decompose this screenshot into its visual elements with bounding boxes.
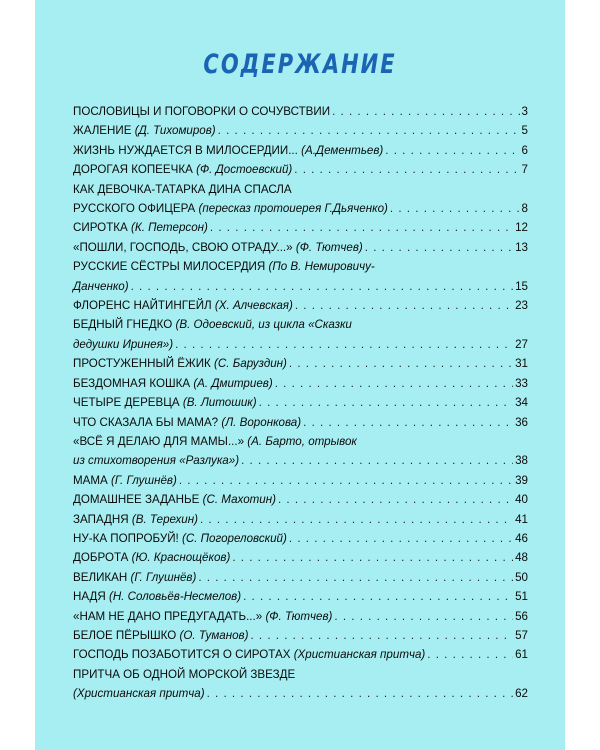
toc-entry-row	[73, 645, 528, 664]
toc-entry-title: РУССКОГО ОФИЦЕРА	[73, 202, 196, 216]
toc-entry	[73, 607, 528, 626]
toc-entry-page-number: 39	[515, 473, 528, 487]
dot-leader	[332, 102, 519, 121]
toc-entry-page-number: 38	[515, 454, 528, 468]
toc-entry	[73, 180, 528, 219]
toc-entry-title: БЕЛОЕ ПЁРЫШКО	[73, 628, 177, 642]
toc-entry	[73, 257, 528, 296]
toc-entry	[73, 354, 528, 373]
toc-entry-title-line1: ПРИТЧА ОБ ОДНОЙ МОРСКОЙ ЗВЕЗДЕ	[73, 667, 296, 681]
dot-leader	[385, 141, 519, 160]
toc-entry-row	[73, 374, 528, 393]
toc-entry	[73, 548, 528, 567]
toc-entry-page-number: 51	[515, 590, 528, 604]
toc-entry-title: НУ-КА ПОПРОБУЙ!	[73, 531, 179, 545]
toc-entry-title: МАМА	[73, 473, 108, 487]
toc-entry-line1	[73, 432, 528, 451]
toc-entry	[73, 432, 528, 471]
toc-entry-author: (По В. Немировичу-	[268, 260, 375, 274]
toc-entry-page-number: 23	[515, 299, 528, 313]
toc-entry	[73, 393, 528, 412]
table-of-contents	[73, 102, 528, 704]
toc-entry-title: ЖАЛЕНИЕ	[73, 124, 132, 138]
toc-entry-title: ДОМАШНЕЕ ЗАДАНЬЕ	[73, 493, 200, 507]
toc-entry-page-number: 31	[515, 357, 528, 371]
toc-entry-row	[73, 529, 528, 548]
toc-entry-page-number: 33	[515, 376, 528, 390]
toc-entry-row	[73, 102, 528, 121]
toc-entry-author: (Г. Глушнёв)	[130, 570, 197, 584]
toc-entry-author: (В. Одоевский, из цикла «Сказки	[175, 318, 352, 332]
toc-entry-author: (Ф. Достоевский)	[196, 163, 293, 177]
toc-entry-title: НАДЯ	[73, 590, 106, 604]
toc-entry-row	[73, 296, 528, 315]
toc-entry	[73, 665, 528, 704]
toc-entry-author: (О. Туманов)	[179, 628, 249, 642]
dot-leader	[303, 413, 513, 432]
toc-entry-author: (Н. Соловьёв-Несмелов)	[108, 590, 242, 604]
toc-entry-title: ЧТО СКАЗАЛА БЫ МАМА?	[73, 415, 219, 429]
dot-leader	[365, 238, 513, 257]
toc-entry	[73, 218, 528, 237]
toc-entry-author: (пересказ протоиерея Г.Дьяченко)	[198, 202, 388, 216]
toc-entry-page-number: 62	[515, 687, 528, 701]
toc-entry-title: «НАМ НЕ ДАНО ПРЕДУГАДАТЬ...»	[73, 609, 263, 623]
toc-entry	[73, 121, 528, 140]
toc-entry-author: (К. Петерсон)	[131, 221, 208, 235]
toc-entry-row	[73, 510, 528, 529]
toc-entry-author: (А.Дементьев)	[301, 143, 384, 157]
dot-leader	[210, 218, 513, 237]
toc-entry	[73, 374, 528, 393]
toc-entry-row	[73, 568, 528, 587]
dot-leader	[289, 529, 513, 548]
toc-entry-row	[73, 471, 528, 490]
toc-entry-line1	[73, 257, 528, 276]
dot-leader	[198, 568, 513, 587]
toc-entry-author: (Христианская притча)	[73, 687, 205, 701]
toc-entry	[73, 413, 528, 432]
toc-entry	[73, 587, 528, 606]
dot-leader	[179, 471, 513, 490]
toc-entry-row	[73, 277, 528, 296]
toc-entry-page-number: 40	[515, 493, 528, 507]
toc-entry-title: ВЕЛИКАН	[73, 570, 128, 584]
toc-entry-page-number: 48	[515, 551, 528, 565]
toc-entry-author: (Ю. Краснощёков)	[131, 551, 231, 565]
toc-entry	[73, 645, 528, 664]
toc-entry	[73, 141, 528, 160]
toc-entry-author: (С. Погореловский)	[181, 531, 287, 545]
toc-entry-row	[73, 413, 528, 432]
dot-leader	[131, 277, 513, 296]
toc-entry-title: СИРОТКА	[73, 221, 128, 235]
dot-leader	[200, 510, 513, 529]
toc-entry	[73, 471, 528, 490]
toc-entry-row	[73, 587, 528, 606]
dot-leader	[295, 296, 513, 315]
toc-entry-row	[73, 160, 528, 179]
toc-entry-title: ГОСПОДЬ ПОЗАБОТИТСЯ О СИРОТАХ	[73, 648, 291, 662]
dot-leader	[232, 548, 513, 567]
dot-leader	[175, 335, 513, 354]
toc-entry-page-number: 41	[515, 512, 528, 526]
dot-leader	[218, 121, 520, 140]
toc-entry	[73, 568, 528, 587]
toc-entry-row	[73, 121, 528, 140]
toc-entry-page-number: 57	[515, 628, 528, 642]
toc-entry-row	[73, 199, 528, 218]
toc-entry-page-number: 12	[515, 221, 528, 235]
toc-entry	[73, 238, 528, 257]
toc-entry-row	[73, 393, 528, 412]
toc-entry-author: из стихотворения «Разлука»)	[73, 454, 240, 468]
dot-leader	[275, 374, 513, 393]
toc-entry-author: (Ф. Тютчев)	[295, 240, 363, 254]
book-page	[35, 0, 565, 750]
dot-leader	[427, 645, 513, 664]
toc-entry-row	[73, 218, 528, 237]
toc-entry-author: (Х. Алчевская)	[214, 299, 293, 313]
toc-entry	[73, 626, 528, 645]
toc-entry-page-number: 3	[521, 105, 528, 118]
toc-entry-title-line1: КАК ДЕВОЧКА-ТАТАРКА ДИНА СПАСЛА	[73, 182, 292, 196]
toc-entry-title: ДОРОГАЯ КОПЕЕЧКА	[73, 163, 193, 177]
toc-entry-row	[73, 626, 528, 645]
toc-entry-row	[73, 238, 528, 257]
toc-entry-author: (В. Терехин)	[131, 512, 198, 526]
dot-leader	[289, 354, 513, 373]
toc-entry-title: «ВСЁ Я ДЕЛАЮ ДЛЯ МАМЫ...»	[73, 434, 245, 448]
toc-entry-author: (Д. Тихомиров)	[134, 124, 216, 138]
toc-entry-page-number: 8	[521, 202, 528, 216]
toc-entry-title: ПРОСТУЖЕННЫЙ ЁЖИК	[73, 357, 211, 371]
dot-leader	[259, 393, 513, 412]
toc-entry-page-number: 50	[515, 570, 528, 584]
toc-entry-page-number: 27	[515, 337, 528, 351]
toc-entry-title: ЖИЗНЬ НУЖДАЕТСЯ В МИЛОСЕРДИИ...	[73, 143, 298, 157]
dot-leader	[334, 607, 513, 626]
toc-entry-title: ФЛОРЕНС НАЙТИНГЕЙЛ	[73, 299, 212, 313]
toc-entry	[73, 296, 528, 315]
toc-entry-page-number: 7	[521, 163, 528, 177]
toc-entry-row	[73, 451, 528, 470]
toc-entry-row	[73, 335, 528, 354]
dot-leader	[207, 684, 513, 703]
dot-leader	[278, 490, 513, 509]
dot-leader	[241, 451, 513, 470]
page-title: СОДЕРЖАНИЕ	[203, 49, 397, 79]
toc-entry-page-number: 6	[521, 143, 528, 157]
toc-entry-author: (А. Дмитриев)	[193, 376, 273, 390]
toc-entry	[73, 510, 528, 529]
toc-entry-author: дедушки Иринея»)	[73, 337, 174, 351]
toc-entry-row	[73, 548, 528, 567]
toc-entry-author: (Ф. Тютчев)	[265, 609, 333, 623]
dot-leader	[294, 160, 519, 179]
toc-entry-page-number: 56	[515, 609, 528, 623]
toc-entry-line1	[73, 315, 528, 334]
toc-entry-author: (С. Баруздин)	[214, 357, 287, 371]
toc-entry-author: (Л. Воронкова)	[221, 415, 302, 429]
toc-entry-title: ЧЕТЫРЕ ДЕРЕВЦА	[73, 396, 180, 410]
dot-leader	[390, 199, 520, 218]
toc-entry-page-number: 34	[515, 396, 528, 410]
toc-entry-title: БЕДНЫЙ ГНЕДКО	[73, 318, 173, 332]
toc-entry	[73, 102, 528, 121]
toc-entry-title: ДОБРОТА	[73, 551, 129, 565]
dot-leader	[243, 587, 513, 606]
toc-entry-row	[73, 684, 528, 703]
toc-entry-title: БЕЗДОМНАЯ КОШКА	[73, 376, 191, 390]
toc-entry-row	[73, 490, 528, 509]
toc-entry-page-number: 15	[515, 279, 528, 293]
toc-entry	[73, 315, 528, 354]
toc-entry-title: РУССКИЕ СЁСТРЫ МИЛОСЕРДИЯ	[73, 260, 266, 274]
toc-entry-page-number: 61	[515, 648, 528, 662]
toc-entry-row	[73, 141, 528, 160]
toc-entry-author: (Г. Глушнёв)	[111, 473, 177, 487]
toc-entry-title: ЗАПАДНЯ	[73, 512, 129, 526]
toc-entry-author: (С. Махотин)	[202, 493, 276, 507]
toc-entry-author: (Христианская притча)	[293, 648, 426, 662]
toc-entry	[73, 490, 528, 509]
toc-entry-page-number: 5	[521, 124, 528, 138]
toc-entry	[73, 160, 528, 179]
toc-entry-page-number: 13	[515, 240, 528, 254]
toc-entry-page-number: 46	[515, 531, 528, 545]
toc-entry-row	[73, 354, 528, 373]
toc-entry-author: Данченко)	[73, 279, 129, 293]
toc-entry-title: ПОСЛОВИЦЫ И ПОГОВОРКИ О СОЧУВСТВИИ	[73, 105, 331, 118]
toc-entry-title: «ПОШЛИ, ГОСПОДЬ, СВОЮ ОТРАДУ...»	[73, 240, 293, 254]
dot-leader	[250, 626, 513, 645]
toc-entry-author: (В. Литошик)	[182, 396, 257, 410]
toc-entry-author: (А. Барто, отрывок	[247, 434, 357, 448]
toc-entry-row	[73, 607, 528, 626]
toc-entry	[73, 529, 528, 548]
toc-entry-page-number: 36	[515, 415, 528, 429]
